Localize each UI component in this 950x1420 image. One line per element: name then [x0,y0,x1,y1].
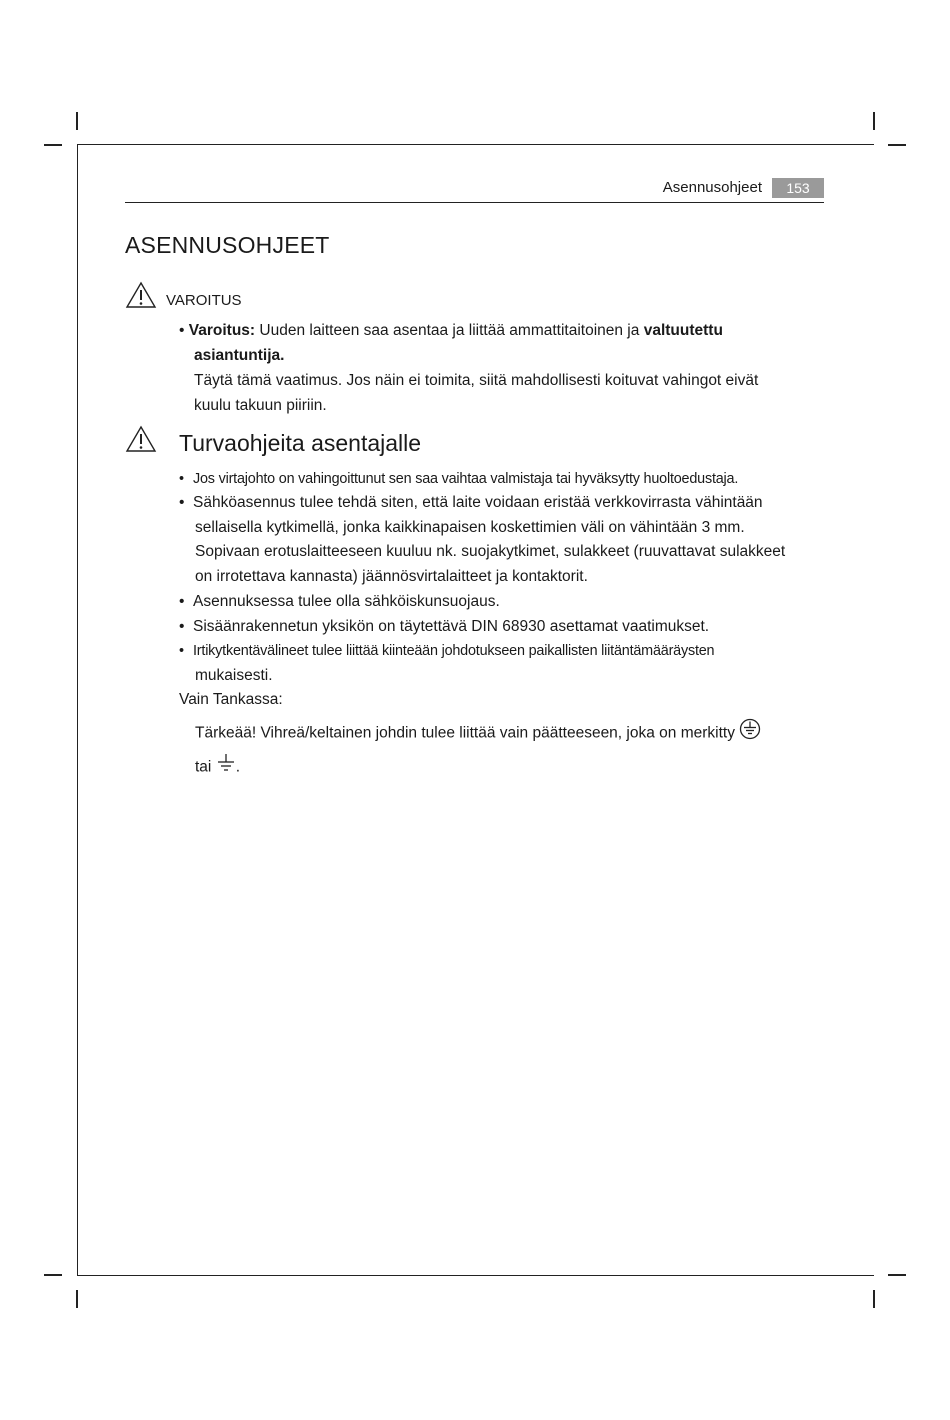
denmark-label: Vain Tankassa: [179,691,283,708]
warning-bullet-bold-end: valtuutettu [643,322,723,339]
crop-mark [44,1274,62,1276]
bullet: • [179,593,185,610]
bullet: • [179,471,184,487]
list-item-text: Irtikytkentävälineet tulee liittää kiinteään johdotukseen paikallisten liitäntämääräysten [193,643,715,659]
warning-triangle-icon [125,281,157,314]
list-item [179,639,829,688]
denmark-note-text: Tärkeää! Vihreä/keltainen johdin tulee liittää vain päätteeseen, joka on merkitty [195,724,735,742]
warning-paragraph-line: kuulu takuun piiriin. [194,397,327,414]
section-title: Turvaohjeita asentajalle [179,430,422,456]
warning-bullet [179,318,829,418]
protective-earth-icon [739,718,761,749]
warning-bullet-bold: Varoitus: [188,322,256,339]
earth-ground-icon [216,752,236,783]
denmark-note-text: . [235,757,240,775]
running-header [125,176,824,203]
list-item-text: Sopivaan erotuslaitteeseen kuuluu nk. suojakytkimet, sulakkeet (ruuvattavat sulakkeet [195,543,786,561]
warning-triangle-icon [125,425,157,458]
crop-mark [888,1274,906,1276]
bullet: • [179,494,185,511]
header-title: Asennusohjeet [662,179,762,196]
list-item-text: on irrotettava kannasta) jäännösvirtalaitteet ja kontaktorit. [195,567,588,585]
list-item-text: mukaisesti. [195,666,273,684]
list-item [179,615,829,640]
list-item-text: Sisäänrakennetun yksikön on täytettävä DIN 68930 asettamat vaatimukset. [193,618,710,635]
crop-mark [76,112,78,130]
bullet: • [179,618,185,635]
list-item [179,590,829,615]
crop-mark [873,112,875,130]
page-number: 153 [772,178,824,198]
warning-bullet-text: Uuden laitteen saa asentaa ja liittää ammattitaitoinen ja [259,322,640,339]
list-item-text: Sähköasennus tulee tehdä siten, että laite voidaan eristää verkkovirrasta vähintään [193,494,763,511]
crop-mark [44,144,62,146]
warning-label: VAROITUS [166,292,242,309]
list-item-text: Jos virtajohto on vahingoittunut sen saa vaihtaa valmistaja tai hyväksytty huoltoedustaja. [193,471,739,487]
denmark-note-text: tai [195,757,212,775]
warning-paragraph-line: Täytä tämä vaatimus. Jos näin ei toimita, siitä mahdollisesti koituvat vahingot eivät [194,372,759,389]
page-title: ASENNUSOHJEET [125,232,330,258]
warning-bullet-bold-end: asiantuntija. [194,347,285,364]
denmark-note [195,718,835,782]
crop-mark [888,144,906,146]
bullet: • [179,643,184,659]
bullet: • [179,322,185,339]
list-item [179,491,829,589]
list-item-text: Asennuksessa tulee olla sähköiskunsuojaus. [193,593,500,610]
list-item-text: sellaisella kytkimellä, jonka kaikkinapaisen koskettimien väli on vähintään 3 mm. [195,518,745,536]
crop-mark [873,1290,875,1308]
crop-mark [76,1290,78,1308]
list-item [179,467,829,492]
